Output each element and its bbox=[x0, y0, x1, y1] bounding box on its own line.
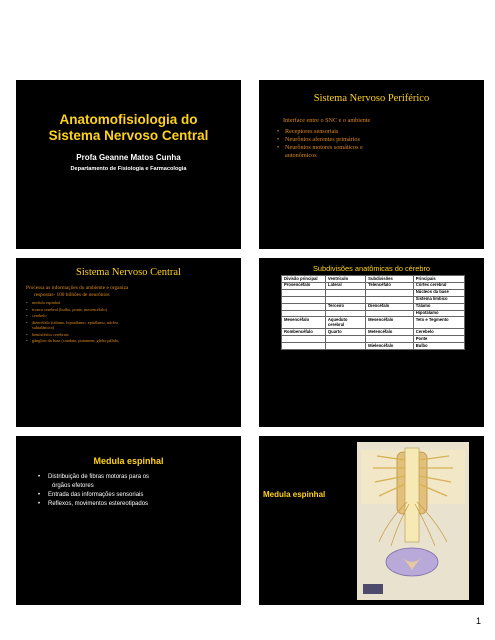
table-cell bbox=[282, 289, 326, 296]
slide-6-medula-figure bbox=[259, 436, 484, 605]
bullet-text: tronco cerebral (bulbo, ponte, mesencéfalo) bbox=[32, 306, 107, 312]
slide-3-snc bbox=[16, 258, 241, 427]
bullet-text: órgãos efetores bbox=[52, 483, 94, 489]
table-cell bbox=[366, 289, 414, 296]
table-cell: Rombencéfalo bbox=[282, 329, 326, 336]
table-cell: Núcleos da base bbox=[413, 289, 464, 296]
bullet-dot-icon: • bbox=[38, 501, 41, 507]
table-cell: Diencéfalo bbox=[366, 303, 414, 310]
table-cell: Telencéfalo bbox=[366, 282, 414, 289]
bullet-text: Neurônios motores somáticos e bbox=[285, 144, 363, 151]
table-cell bbox=[366, 296, 414, 303]
slide-1-title bbox=[16, 80, 241, 249]
bullet-text: medula espinhal bbox=[32, 300, 61, 305]
table-header-row bbox=[282, 276, 465, 283]
table-row bbox=[282, 317, 465, 329]
bullet-text: cerebelo bbox=[32, 313, 47, 319]
department: Departamento de Fisiologia e Farmacologia bbox=[70, 166, 187, 172]
table-cell: Mesencéfalo bbox=[282, 317, 326, 329]
bullet-text: Neurônios aferentes primários bbox=[285, 136, 360, 143]
slide-4-brain-subdivisions bbox=[259, 258, 484, 427]
table-cell bbox=[282, 336, 326, 343]
table-cell: Bulbo bbox=[413, 343, 464, 350]
column-header: Ventrículo bbox=[325, 276, 365, 283]
bullet-text: autonômicos bbox=[285, 152, 317, 159]
bullet-text: Receptores sensoriais bbox=[285, 128, 339, 135]
table-cell: Mesencéfalo bbox=[366, 317, 414, 329]
bullet-text: Distribuição de fibras motoras para os bbox=[48, 474, 150, 480]
spinal-cord-illustration bbox=[357, 442, 469, 600]
table-cell bbox=[282, 303, 326, 310]
bullet-dot-icon: • bbox=[26, 331, 28, 337]
bullet-dot-icon: • bbox=[38, 474, 41, 480]
bullet-item bbox=[26, 300, 231, 305]
bullet-list bbox=[26, 300, 231, 345]
slide-title: Sistema Nervoso Periférico bbox=[313, 93, 430, 104]
bullet-dot-icon: • bbox=[26, 300, 28, 305]
intro-line-1: Processa as informações do ambiente e organiza bbox=[26, 285, 129, 291]
table-cell bbox=[325, 336, 365, 343]
bullet-item bbox=[38, 500, 233, 509]
table-cell bbox=[325, 343, 365, 350]
slide-5-medula bbox=[16, 436, 241, 605]
bullet-text: subtalâmico) bbox=[32, 325, 55, 331]
table-cell bbox=[282, 343, 326, 350]
author: Profa Geanne Matos Cunha bbox=[76, 153, 181, 162]
bullet-dot-icon: • bbox=[277, 144, 280, 151]
table-cell: Aqueduto cerebral bbox=[325, 317, 365, 329]
figure-label-box bbox=[363, 584, 383, 594]
bullet-text: Reflexos, movimentos estereotipados bbox=[48, 501, 149, 507]
table-row bbox=[282, 336, 465, 343]
table-cell bbox=[325, 310, 365, 317]
table-cell: Tálamo bbox=[413, 303, 464, 310]
table-cell: Prosencéfalo bbox=[282, 282, 326, 289]
table-cell bbox=[366, 310, 414, 317]
presentation-title bbox=[16, 112, 241, 144]
bullet-text: diencéfalo (tálamo, hipotálamo, epitálamo, núcleo bbox=[32, 319, 119, 325]
bullet-item bbox=[26, 307, 231, 312]
table-cell bbox=[282, 310, 326, 317]
bullet-continuation bbox=[26, 325, 231, 330]
slide-title: Medula espinhal bbox=[93, 456, 164, 466]
bullet-dot-icon: • bbox=[277, 136, 280, 143]
table-cell: Quarto bbox=[325, 329, 365, 336]
table-cell bbox=[325, 289, 365, 296]
table-cell: Hipotálamo bbox=[413, 310, 464, 317]
table-cell: Metencéfalo bbox=[366, 329, 414, 336]
table-cell: Ponte bbox=[413, 336, 464, 343]
page-number: 1 bbox=[475, 616, 481, 626]
table-row bbox=[282, 343, 465, 350]
table-cell: Cerebelo bbox=[413, 329, 464, 336]
table-row bbox=[282, 282, 465, 289]
bullet-continuation bbox=[277, 152, 472, 160]
bullet-dot-icon: • bbox=[277, 128, 280, 135]
bullet-text: gânglios da base (caudato, putamem, globo pálido, bbox=[32, 338, 120, 344]
table-row bbox=[282, 289, 465, 296]
bullet-dot-icon: • bbox=[26, 338, 28, 344]
spinal-cord bbox=[405, 448, 419, 542]
slide-2-snp bbox=[259, 80, 484, 249]
table-row bbox=[282, 329, 465, 336]
subdivisions-table bbox=[281, 275, 465, 350]
column-header: Principais bbox=[413, 276, 464, 283]
bullet-item bbox=[26, 313, 231, 318]
title-line-1: Anatomofisiologia do bbox=[59, 112, 198, 127]
table-row bbox=[282, 296, 465, 303]
slide-intro: Interface entre o SNC e o ambiente bbox=[283, 117, 371, 124]
bullet-item bbox=[277, 144, 472, 152]
bullet-item bbox=[26, 332, 231, 337]
bullet-item bbox=[277, 136, 472, 144]
table-cell: Sistema límbico bbox=[413, 296, 464, 303]
table-cell: Mielencéfalo bbox=[366, 343, 414, 350]
bullet-item bbox=[277, 128, 472, 136]
table-cell bbox=[282, 296, 326, 303]
bullet-dot-icon: • bbox=[38, 492, 41, 498]
bullet-list bbox=[277, 128, 472, 160]
slide-title: Subdivisões anatômicas do cérebro bbox=[312, 264, 431, 273]
bullet-dot-icon: • bbox=[26, 313, 28, 319]
title-line-2: Sistema Nervoso Central bbox=[48, 128, 209, 143]
table-row bbox=[282, 303, 465, 310]
bullet-dot-icon: • bbox=[26, 306, 28, 312]
slide-title: Medula espinhal bbox=[263, 490, 326, 499]
column-header: Subdivisões bbox=[366, 276, 414, 283]
table-cell: Lateral bbox=[325, 282, 365, 289]
table-cell bbox=[325, 296, 365, 303]
intro-line-2: respostas- 100 bilhões de neurônios bbox=[34, 291, 110, 298]
bullet-list bbox=[38, 473, 233, 509]
table-cell bbox=[366, 336, 414, 343]
column-header: Divisão principal bbox=[282, 276, 326, 283]
table-row bbox=[282, 310, 465, 317]
bullet-text: Entrada das informações sensoriais bbox=[48, 492, 144, 498]
table-cell: Teto e Tegmento bbox=[413, 317, 464, 329]
bullet-item bbox=[38, 473, 233, 482]
slide-intro bbox=[26, 285, 231, 298]
bullet-item bbox=[26, 338, 231, 343]
bullet-continuation bbox=[38, 482, 233, 491]
table-cell: Terceiro bbox=[325, 303, 365, 310]
bullet-dot-icon: • bbox=[26, 319, 28, 325]
slide-title: Sistema Nervoso Central bbox=[76, 267, 181, 278]
bullet-text: hemisférios cerebrais bbox=[32, 331, 69, 337]
bullet-item bbox=[38, 491, 233, 500]
table-cell: Córtex cerebral bbox=[413, 282, 464, 289]
